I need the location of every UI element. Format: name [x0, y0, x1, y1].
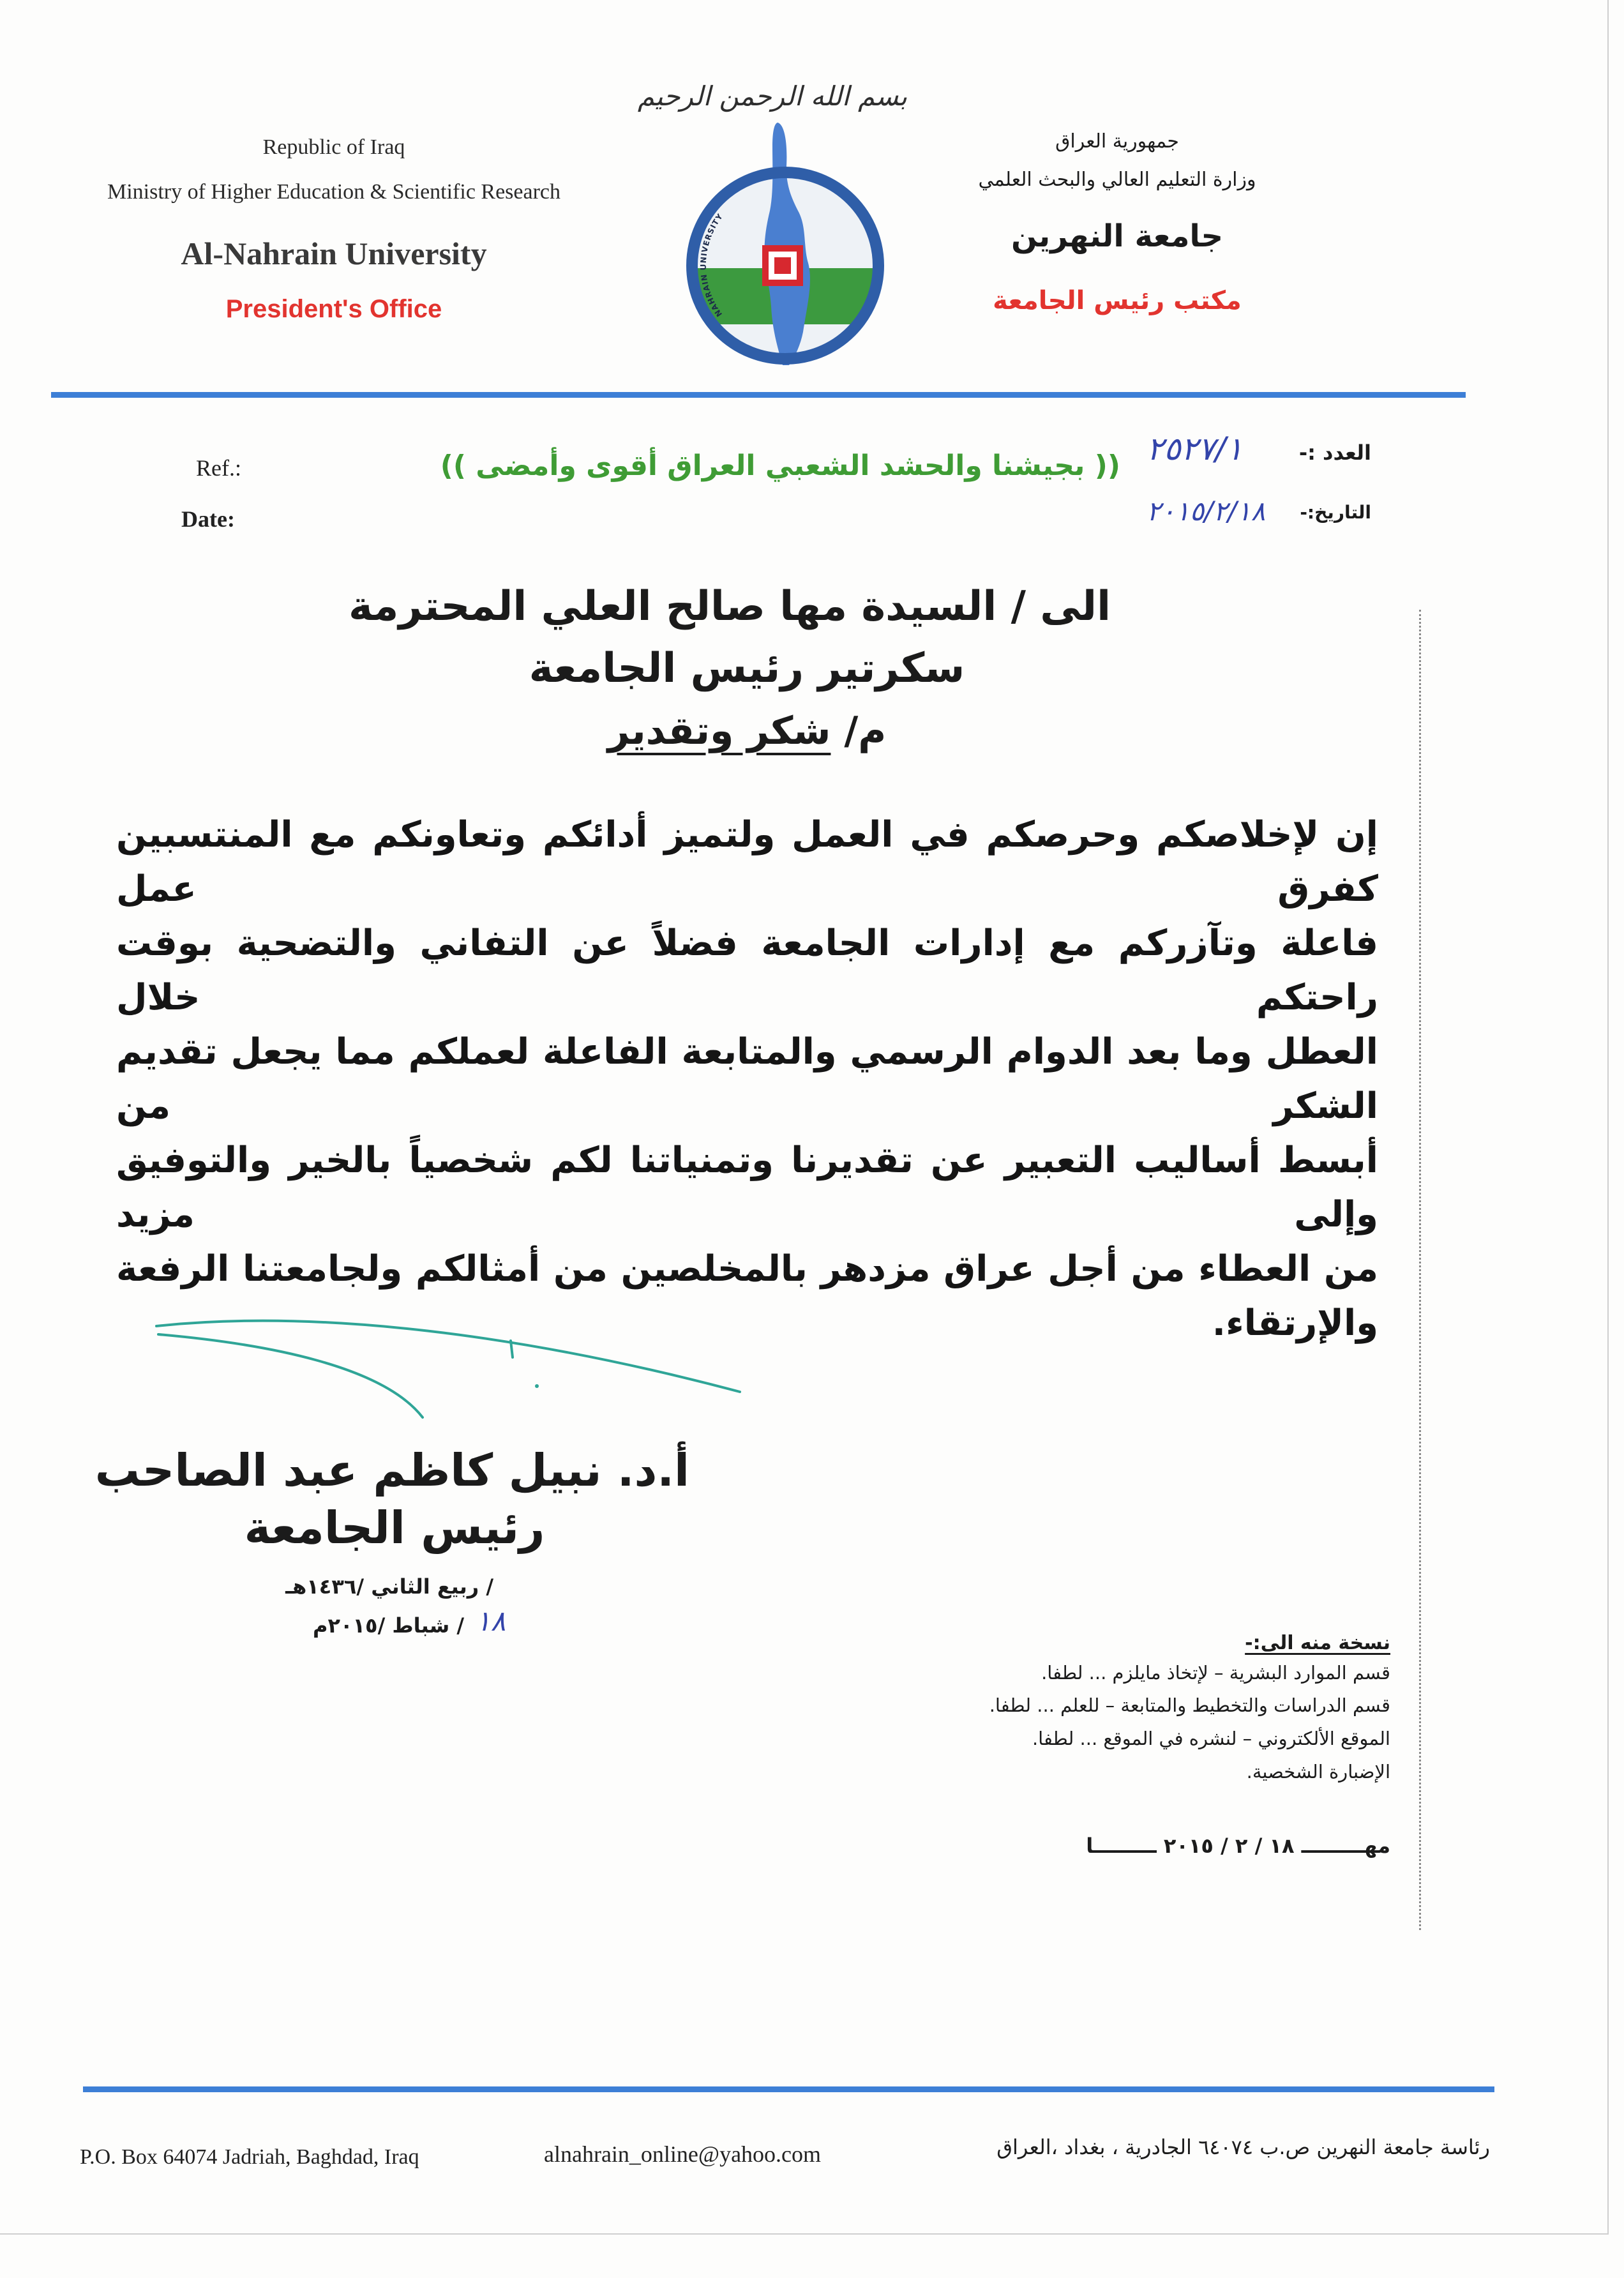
body-line: فاعلة وتآزركم مع إدارات الجامعة فضلاً عن التفاني والتضحية بوقت راحتكم خلال: [116, 923, 1378, 1018]
body-line: أبسط أساليب التعبير عن تقديرنا وتمنياتنا لكم شخصياً بالخير والتوفيق وإلى مزيد: [116, 1140, 1378, 1235]
number-label-ar: العدد :-: [1298, 441, 1371, 465]
footer-rule: [83, 2086, 1494, 2092]
gregorian-date: / شباط /٢٠١٥م: [312, 1613, 464, 1638]
seal-square-core: [774, 257, 791, 274]
header-university-en: Al-Nahrain University: [181, 236, 487, 271]
paper-edge-right: [1607, 0, 1609, 2235]
header-office-ar: مكتب رئيس الجامعة: [993, 286, 1242, 315]
header-country-ar: جمهورية العراق: [1055, 130, 1179, 153]
signatory-title: رئيس الجامعة: [244, 1502, 545, 1554]
body-line: إن لإخلاصكم وحرصكم في العمل ولتميز أدائكم وتعاونكم مع المنتسبين كفرق عمل: [116, 814, 1378, 910]
body-line: والإرتقاء.: [1212, 1302, 1378, 1344]
copy-recipient: الموقع الألكتروني – لنشره في الموقع ... لطفا.: [1032, 1728, 1390, 1749]
signature-stroke-swoop: [158, 1334, 423, 1417]
handwritten-reference-number: ٢٥٢٧/١: [1147, 430, 1244, 467]
handwritten-date: ٢٠١٥/٢/١٨: [1147, 495, 1266, 527]
recipient-name: الى / السيدة مها صالح العلي المحترمة: [348, 583, 1111, 630]
subject-line: [383, 709, 1111, 753]
subject-prefix: م/: [844, 709, 887, 753]
hijri-date: / ربيع الثاني /١٤٣٦هـ: [285, 1574, 493, 1599]
date-label-ar: التاريخ:-: [1300, 502, 1371, 523]
seal-lettering-path: NAHRAIN UNIVERSITY: [698, 211, 725, 319]
letter-body: [116, 808, 1378, 1350]
paper-edge-bottom: [0, 2233, 1609, 2235]
signature-dot: [535, 1384, 539, 1388]
footer-address-en: P.O. Box 64074 Jadriah, Baghdad, Iraq: [80, 2145, 419, 2169]
header-university-ar: جامعة النهرين: [1011, 218, 1224, 254]
copy-recipient: قسم الموارد البشرية – لإتخاذ مايلزم ... لطفا.: [1041, 1662, 1390, 1684]
signature-stroke-top: [156, 1321, 740, 1392]
body-line: من العطاء من أجل عراق مزدهر بالمخلصين من أمثالكم ولجامعتنا الرفعة: [116, 1248, 1378, 1290]
header-ministry-ar: وزارة التعليم العالي والبحث العلمي: [978, 169, 1256, 191]
motto: (( بجيشنا والحشد الشعبي العراق أقوى وأمضى )): [440, 449, 1120, 482]
footer-email: alnahrain_online@yahoo.com: [544, 2141, 822, 2167]
date-label: Date:: [181, 506, 235, 532]
header-country-en: Republic of Iraq: [262, 135, 405, 159]
header-office-en: President's Office: [225, 295, 442, 323]
copy-recipient: الإضبارة الشخصية.: [1246, 1761, 1390, 1783]
header-rule: [51, 392, 1466, 398]
dispatch-line: مهـــــــــ ١٨ / ٢ / ٢٠١٥ ـــــــــا: [1086, 1834, 1390, 1858]
margin-dotted-line: [1419, 610, 1421, 1930]
recipient-position: سكرتير رئيس الجامعة: [529, 645, 965, 692]
body-line: العطل وما بعد الدوام الرسمي والمتابعة الفاعلة لعملكم مما يجعل تقديم الشكر من: [116, 1031, 1378, 1127]
ref-label: Ref.:: [196, 455, 241, 481]
basmala: بسم الله الرحمن الرحيم: [637, 80, 908, 112]
footer-address-ar: رئاسة جامعة النهرين ص.ب ٦٤٠٧٤ الجادرية ، بغداد ،العراق: [996, 2135, 1490, 2159]
copies-heading: نسخة منه الى:-: [1245, 1632, 1390, 1654]
handwritten-signature-icon: [128, 1296, 766, 1437]
university-seal-icon: [670, 115, 900, 370]
header-ministry-en: Ministry of Higher Education & Scientific Research: [107, 180, 561, 204]
copy-recipient: قسم الدراسات والتخطيط والمتابعة – للعلم ... لطفا.: [989, 1694, 1390, 1716]
subject-text: شكر وتقدير: [607, 709, 831, 753]
handwritten-day: ١٨: [476, 1605, 506, 1638]
signatory-name: أ.د. نبيل كاظم عبد الصاحب: [94, 1444, 689, 1497]
